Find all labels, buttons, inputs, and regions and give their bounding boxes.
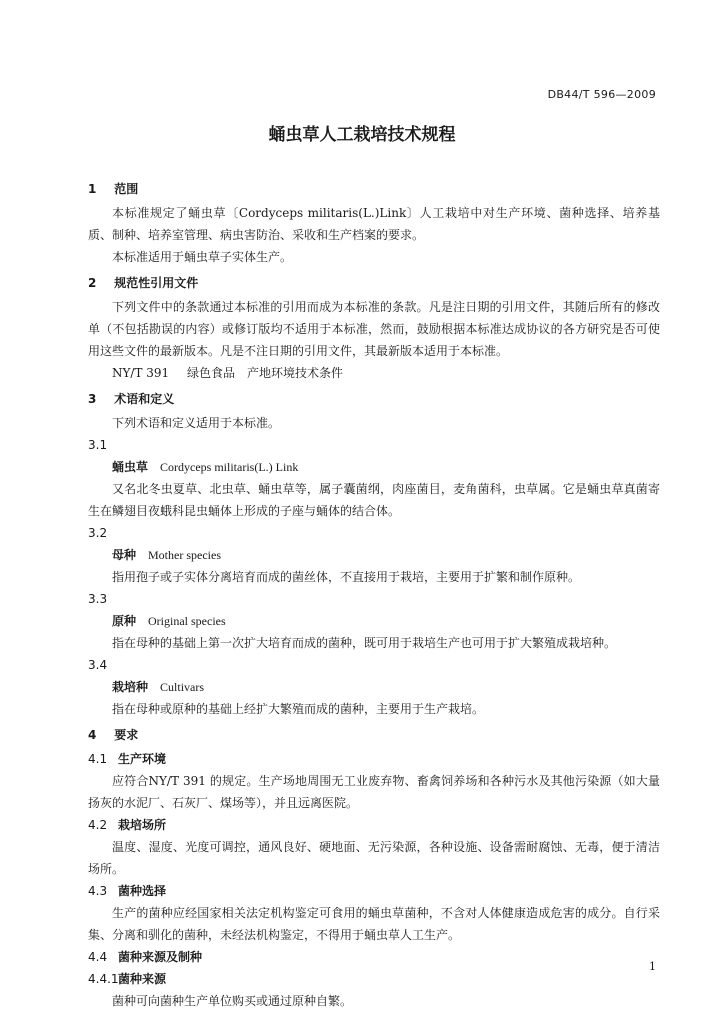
term-definition: 又名北冬虫夏草、北虫草、蛹虫草等，属子囊菌纲，肉座菌目，麦角菌科，虫草属。它是蛹虫草真菌寄生在鳞翅目夜蛾科昆虫蛹体上形成的子座与蛹体的结合体。: [88, 482, 660, 518]
term-entry: [88, 654, 660, 720]
reference-title: 绿色食品 产地环境技术条件: [187, 366, 344, 380]
subsubsection-title: 菌种来源: [118, 972, 167, 986]
term-english: Cultivars: [160, 680, 205, 694]
section-heading-scope: [88, 178, 660, 200]
subsection-title: 菌种选择: [118, 884, 167, 898]
term-english: Cordyceps militaris(L.) Link: [160, 460, 299, 474]
term-chinese: 母种: [112, 548, 137, 562]
section-heading-references: [88, 272, 660, 294]
subsection-number: 4.3: [88, 884, 108, 898]
subsection-title: 栽培场所: [118, 818, 167, 832]
paragraph: 下列文件中的条款通过本标准的引用而成为本标准的条款。凡是注日期的引用文件，其随后所有的修改单（不包括勘误的内容）或修订版均不适用于本标准，然而，鼓励根据本标准达成协议的各方研究是否可使用这些文件的最新版本。凡是不注日期的引用文件，其最新版本适用于本标准。: [88, 300, 660, 358]
term-heading: [88, 456, 660, 478]
term-entry: [88, 522, 660, 588]
subsection-number: 4.2: [88, 818, 108, 832]
section-heading-requirements: [88, 724, 660, 746]
subsection-heading: [88, 946, 660, 968]
section-number: 4: [88, 728, 97, 742]
subsection-title: 菌种来源及制种: [118, 950, 203, 964]
subsubsection-number: 4.4.1: [88, 972, 119, 986]
paragraph: 本标准规定了蛹虫草〔Cordyceps militaris(L.)Link〕人工栽培中对生产环境、菌种选择、培养基质、制种、培养室管理、病虫害防治、采收和生产档案的要求。: [88, 206, 660, 242]
term-english: Original species: [148, 614, 226, 628]
paragraph: 菌种可向菌种生产单位购买或通过原种自繁。: [112, 994, 353, 1008]
subsection-heading: [88, 814, 660, 836]
term-entry: [88, 588, 660, 654]
term-number: 3.2: [88, 526, 108, 540]
paragraph: 生产的菌种应经国家相关法定机构鉴定可食用的蛹虫草菌种，不含对人体健康造成危害的成分。自行采集、分离和驯化的菌种，未经法机构鉴定，不得用于蛹虫草人工生产。: [88, 906, 660, 942]
section-number: 2: [88, 276, 97, 290]
subsection-heading: [88, 748, 660, 770]
page-number: 1: [649, 960, 656, 973]
section-number: 1: [88, 182, 97, 196]
reference-code: NY/T 391: [112, 366, 170, 380]
subsection-title: 生产环境: [118, 752, 167, 766]
term-number: 3.4: [88, 658, 108, 672]
paragraph: 温度、湿度、光度可调控，通风良好、硬地面、无污染源，各种设施、设备需耐腐蚀、无毒，便于清洁场所。: [88, 840, 660, 876]
subsection-number: 4.1: [88, 752, 108, 766]
document-title: 蛹虫草人工栽培技术规程: [268, 125, 456, 145]
term-heading: [88, 544, 660, 566]
term-definition: 指在母种的基础上第一次扩大培育而成的菌种，既可用于栽培生产也可用于扩大繁殖成栽培种。: [112, 636, 617, 650]
section-title: 范围: [114, 182, 139, 196]
term-chinese: 原种: [112, 614, 137, 628]
term-definition: 指用孢子或子实体分离培育而成的菌丝体，不直接用于栽培，主要用于扩繁和制作原种。: [112, 570, 581, 584]
term-entry: [88, 434, 660, 522]
term-heading: [88, 676, 660, 698]
term-number: 3.1: [88, 438, 108, 452]
subsection-number: 4.4: [88, 950, 108, 964]
section-heading-terms: [88, 388, 660, 410]
section-number: 3: [88, 392, 97, 406]
paragraph: 下列术语和定义适用于本标准。: [112, 416, 281, 430]
section-title: 规范性引用文件: [114, 276, 199, 290]
standard-code: DB44/T 596—2009: [547, 88, 656, 101]
subsubsection-heading: [88, 968, 660, 990]
term-number: 3.3: [88, 592, 108, 606]
term-chinese: 蛹虫草: [112, 460, 149, 474]
document-body: [88, 174, 660, 1012]
paragraph: 应符合NY/T 391 的规定。生产场地周围无工业废弃物、畜禽饲养场和各种污水及其他污染源（如大量扬灰的水泥厂、石灰厂、煤场等），并且远离医院。: [88, 774, 660, 810]
reference-item: [88, 362, 660, 384]
term-heading: [88, 610, 660, 632]
paragraph: 本标准适用于蛹虫草子实体生产。: [112, 250, 293, 264]
term-chinese: 栽培种: [112, 680, 149, 694]
term-english: Mother species: [148, 548, 221, 562]
section-title: 要求: [114, 728, 139, 742]
subsection-heading: [88, 880, 660, 902]
section-title: 术语和定义: [114, 392, 175, 406]
term-definition: 指在母种或原种的基础上经扩大繁殖而成的菌种，主要用于生产栽培。: [112, 702, 485, 716]
